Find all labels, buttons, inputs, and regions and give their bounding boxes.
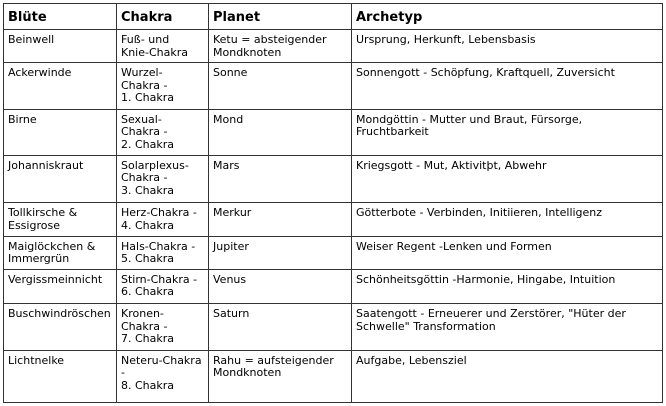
- cell-text: Weiser Regent -Lenken und Formen: [356, 239, 552, 253]
- cell-planet: [209, 350, 352, 402]
- table-row: [4, 304, 663, 350]
- cell-bluete: [4, 109, 117, 155]
- cell-chakra: [117, 236, 209, 269]
- cell-text: Mondgöttin - Mutter und Braut, Fürsorge, Fruchtbarkeit: [356, 112, 583, 139]
- table-row: [4, 350, 663, 402]
- chakra-table: [3, 3, 663, 403]
- cell-chakra: [117, 63, 209, 109]
- table-row: [4, 109, 663, 155]
- cell-text: Maiglöckchen & Immergrün: [8, 239, 96, 266]
- cell-planet: [209, 304, 352, 350]
- cell-text: Wurzel- Chakra - 1. Chakra: [121, 66, 175, 105]
- cell-chakra: [117, 155, 209, 202]
- cell-bluete: [4, 203, 117, 236]
- cell-planet: [209, 269, 352, 303]
- header-planet: Planet: [209, 4, 352, 30]
- cell-chakra: [117, 304, 209, 350]
- cell-text: Lichtnelke: [8, 353, 65, 367]
- cell-bluete: [4, 155, 117, 202]
- cell-text: Hals-Chakra - 5. Chakra: [121, 239, 196, 266]
- cell-text: Rahu = aufsteigender Mondknoten: [213, 353, 334, 380]
- cell-archetyp: [352, 203, 663, 236]
- cell-text: Sonne: [213, 66, 248, 80]
- cell-text: Neteru-Chakra - 8. Chakra: [121, 353, 202, 392]
- cell-planet: [209, 63, 352, 109]
- cell-text: Ackerwinde: [8, 66, 72, 80]
- cell-bluete: [4, 304, 117, 350]
- table-row: [4, 63, 663, 109]
- cell-text: Kriegsgott - Mut, Aktivitþt, Abwehr: [356, 158, 547, 172]
- cell-chakra: [117, 30, 209, 63]
- cell-bluete: [4, 30, 117, 63]
- cell-chakra: [117, 203, 209, 236]
- cell-text: Schönheitsgöttin -Harmonie, Hingabe, Intuition: [356, 272, 616, 286]
- table-row: [4, 269, 663, 303]
- cell-text: Ursprung, Herkunft, Lebensbasis: [356, 33, 536, 46]
- cell-planet: [209, 236, 352, 269]
- cell-text: Birne: [8, 112, 37, 126]
- cell-archetyp: [352, 109, 663, 155]
- cell-text: Stirn-Chakra - 6. Chakra: [121, 272, 198, 299]
- cell-text: Herz-Chakra - 4. Chakra: [121, 206, 197, 232]
- cell-text: Kronen- Chakra - 7. Chakra: [121, 307, 175, 346]
- cell-archetyp: [352, 63, 663, 109]
- cell-text: Vergissmeinnicht: [8, 272, 103, 286]
- cell-text: Mond: [213, 112, 244, 126]
- cell-text: Götterbote - Verbinden, Initiieren, Intelligenz: [356, 206, 603, 220]
- cell-text: Beinwell: [8, 33, 55, 46]
- table-row: [4, 236, 663, 269]
- cell-archetyp: [352, 155, 663, 202]
- cell-text: Aufgabe, Lebensziel: [356, 353, 467, 367]
- cell-text: Sonnengott - Schöpfung, Kraftquell, Zuversicht: [356, 66, 615, 80]
- cell-text: Jupiter: [213, 239, 249, 253]
- cell-planet: [209, 30, 352, 63]
- cell-text: Tollkirsche & Essigrose: [8, 206, 78, 232]
- cell-planet: [209, 155, 352, 202]
- cell-bluete: [4, 350, 117, 402]
- cell-text: Johanniskraut: [8, 158, 84, 172]
- cell-archetyp: [352, 236, 663, 269]
- cell-bluete: [4, 236, 117, 269]
- cell-archetyp: [352, 304, 663, 350]
- cell-chakra: [117, 269, 209, 303]
- table-row: [4, 155, 663, 202]
- header-row: [4, 4, 663, 30]
- cell-planet: [209, 109, 352, 155]
- cell-planet: [209, 203, 352, 236]
- cell-text: Saatengott - Erneuerer und Zerstörer, "Hüter der Schwelle" Transformation: [356, 307, 626, 333]
- cell-text: Sexual- Chakra - 2. Chakra: [121, 112, 175, 151]
- header-chakra: Chakra: [117, 4, 209, 30]
- cell-text: Buschwindröschen: [8, 307, 111, 321]
- cell-chakra: [117, 350, 209, 402]
- cell-archetyp: [352, 350, 663, 402]
- table-row: [4, 30, 663, 63]
- cell-bluete: [4, 269, 117, 303]
- cell-text: Merkur: [213, 206, 252, 220]
- cell-text: Solarplexus- Chakra - 3. Chakra: [121, 158, 189, 197]
- cell-text: Fuß- und Knie-Chakra: [121, 33, 189, 59]
- cell-text: Ketu = absteigender Mondknoten: [213, 33, 327, 59]
- cell-archetyp: [352, 269, 663, 303]
- cell-archetyp: [352, 30, 663, 63]
- header-bluete: Blüte: [4, 4, 117, 30]
- header-archetyp: Archetyp: [352, 4, 663, 30]
- table-row: [4, 203, 663, 236]
- cell-text: Mars: [213, 158, 240, 172]
- cell-bluete: [4, 63, 117, 109]
- cell-chakra: [117, 109, 209, 155]
- cell-text: Saturn: [213, 307, 250, 321]
- cell-text: Venus: [213, 272, 247, 286]
